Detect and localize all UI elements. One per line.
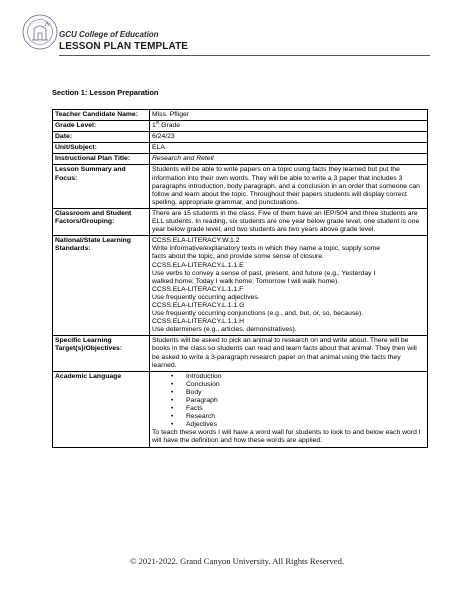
list-item: • Introduction — [171, 372, 222, 380]
standard-line: CCSS.ELA-LITERACY.L.1.1.G — [152, 301, 245, 309]
standard-line: Write informative/explanatory texts in which they name a topic, supply some — [152, 245, 381, 253]
list-item: • Paragraph — [171, 397, 218, 404]
list-item: • Research — [171, 413, 216, 421]
bullet-icon: • — [171, 388, 174, 396]
list-item: • Adjectives — [171, 421, 217, 429]
academic-language-note: To teach these words I will have a word wall for students to look to and below each word I will have the definition and how these words are applied. — [152, 429, 421, 445]
table-row-classroom — [53, 208, 428, 235]
table-row-unit — [53, 143, 428, 154]
standard-line: CCSS.ELA-LITERACY.L.1.1.F — [152, 285, 244, 293]
summary-label: Lesson Summary and Focus: — [53, 165, 150, 208]
standard-line: Use determiners (e.g., articles, demonstratives). — [152, 326, 297, 334]
bullet-icon: • — [171, 413, 174, 421]
grade-number: 1 — [152, 122, 156, 130]
bullet-icon: • — [171, 372, 174, 380]
standard-line: Use verbs to convey a sense of past, present, and future (e.g., Yesterday I — [152, 269, 376, 277]
plan-title-value: Research and Retell — [150, 154, 428, 165]
standard-line: CCSS.ELA-LITERACY.W.1.2 — [152, 237, 240, 245]
objectives-label: Specific Learning Target(s)/Objectives: — [53, 336, 150, 371]
table-row-academic-language — [53, 371, 428, 447]
document-title: LESSON PLAN TEMPLATE — [59, 41, 189, 52]
bullet-icon: • — [171, 397, 174, 404]
classroom-value: There are 15 students in the class. Five of them have an IEP/504 and three students are ELL students. In reading, six students are one year below grade level, one student is one year below grade level, and two students are two years above grade level. — [150, 208, 428, 235]
standard-line: CCSS.ELA-LITERACY.L.1.1.H — [152, 318, 245, 326]
table-row-summary — [53, 165, 428, 208]
standard-line: walked home; Today I walk home; Tomorrow I will walk home). — [152, 277, 340, 285]
bullet-icon: • — [171, 421, 174, 429]
standard-line: Use frequently occurring conjunctions (e.g., and, but, or, so, because). — [152, 310, 364, 318]
table-row-teacher — [53, 110, 428, 121]
standards-value — [150, 236, 428, 336]
university-seal-logo — [22, 14, 58, 50]
summary-value: Students will be able to write papers on a topic using facts they learned but put the information into their own words. They will be able to write a 3 paper that includes 3 paragraphs introduction, body paragraph, and a conclusion in an order that someone can follow and learn about the topic. Throughout their papers students will display correct spelling, appropriate grammar, and punctuations. — [150, 165, 428, 208]
college-name: GCU College of Education — [59, 30, 159, 39]
classroom-label: Classroom and Student Factors/Grouping: — [53, 208, 150, 235]
date-value: 6/24/23 — [150, 132, 428, 143]
copyright-footer: © 2021-2022. Grand Canyon University. All Rights Reserved. — [129, 556, 345, 566]
standard-line: Use frequently occurring adjectives. — [152, 293, 260, 301]
standard-line: facts about the topic, and provide some sense of closure. — [152, 253, 324, 261]
table-row-grade — [53, 121, 428, 132]
grade-value — [150, 121, 428, 132]
table-row-plan-title — [53, 154, 428, 165]
academic-language-value — [150, 371, 428, 447]
bullet-icon: • — [171, 380, 174, 388]
vocabulary-list — [152, 373, 425, 430]
table-row-standards — [53, 236, 428, 336]
unit-label: Unit/Subject: — [53, 143, 150, 154]
lesson-plan-table — [52, 109, 428, 448]
academic-language-label: Academic Language — [53, 371, 150, 447]
grade-ordinal: st — [155, 119, 160, 125]
grade-label: Grade Level: — [53, 121, 150, 132]
table-row-objectives — [53, 336, 428, 371]
list-item: • Body — [171, 388, 202, 396]
teacher-label: Teacher Candidate Name: — [53, 110, 150, 121]
section-title: Section 1: Lesson Preparation — [52, 88, 159, 97]
teacher-value: Miss. Pfliger — [150, 110, 428, 121]
objectives-value: Students will be asked to pick an animal to research on and write about. There will be books in the class so students can read and learn facts about that animal. They then will be asked to write a 3-paragraph research paper on that animal using the facts they learned. — [150, 336, 428, 371]
table-row-date — [53, 132, 428, 143]
list-item: • Conclusion — [171, 380, 220, 388]
grade-word: Grade — [159, 122, 181, 130]
standards-label: National/State Learning Standards: — [53, 236, 150, 336]
header-divider — [59, 55, 430, 56]
plan-title-label: Instructional Plan Title: — [53, 154, 150, 165]
list-item: • Facts — [171, 405, 203, 413]
unit-value: ELA — [150, 143, 428, 154]
bullet-icon: • — [171, 405, 174, 413]
document-header — [22, 14, 418, 60]
date-label: Date: — [53, 132, 150, 143]
standard-line: CCSS.ELA-LITERACY.L.1.1.E — [152, 261, 244, 269]
